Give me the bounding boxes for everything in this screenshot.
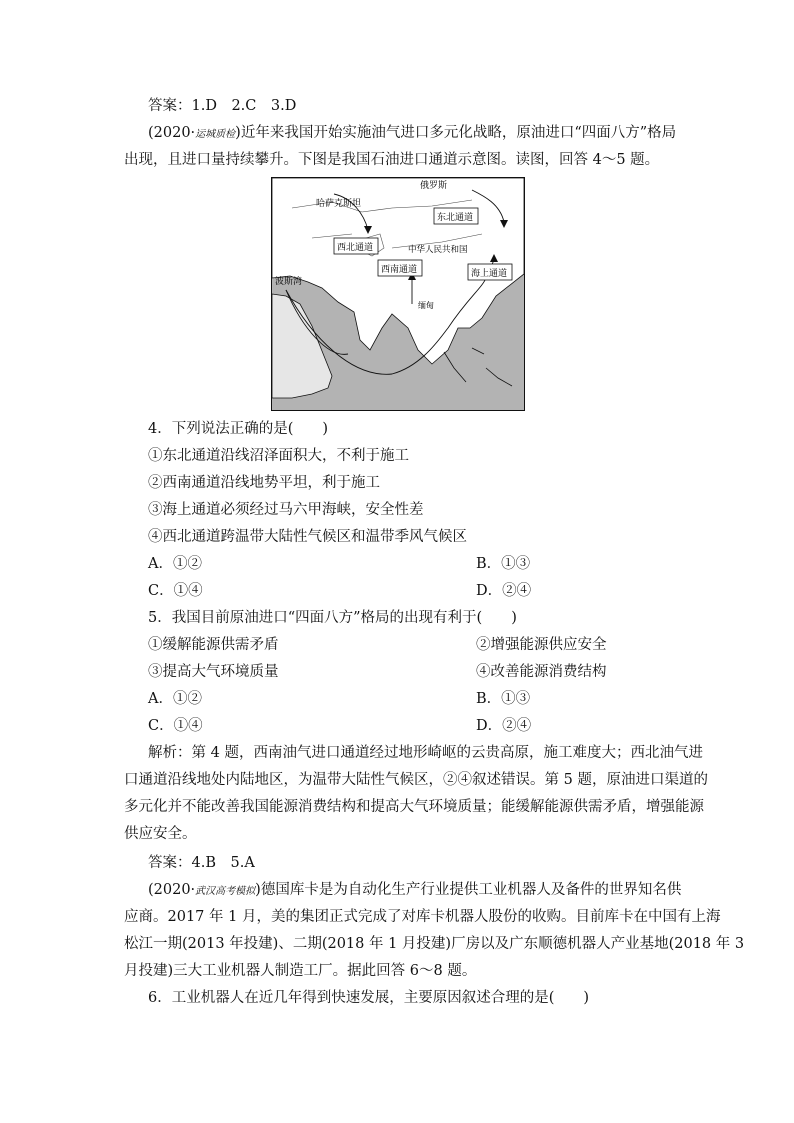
q4-choice-a: A．①② xyxy=(148,556,202,572)
q6-intro-line-1 xyxy=(148,880,681,902)
q6-intro-line-4: 月投建)三大工业机器人制造工厂。据此回答 6～8 题。 xyxy=(124,963,477,979)
analysis-line-1: 解析：第 4 题，西南油气进口通道经过地形崎岖的云贵高原，施工难度大；西北油气进 xyxy=(148,745,703,761)
q4-choice-d: D．②④ xyxy=(476,583,532,599)
q6-intro-line-2: 应商。2017 年 1 月，美的集团正式完成了对库卡机器人股份的收购。目前库卡在中国有上海 xyxy=(124,909,721,925)
q6-intro-line-3: 松江一期(2013 年投建)、二期(2018 年 1 月投建)厂房以及广东顺德机器人产业基地(2018 年 3 xyxy=(124,936,745,952)
q5-opt-2: ②增强能源供应安全 xyxy=(476,637,607,653)
label-gulf: 波斯湾 xyxy=(275,277,303,287)
q5-opt-4: ④改善能源消费结构 xyxy=(476,664,607,680)
q4-opt-2: ②西南通道沿线地势平坦，利于施工 xyxy=(148,475,380,491)
analysis-line-2: 口通道沿线地处内陆地区，为温带大陆性气候区，②④叙述错误。第 5 题，原油进口渠道的 xyxy=(124,772,708,788)
q5-opt-1: ①缓解能源供需矛盾 xyxy=(148,637,279,653)
map-figure xyxy=(272,178,524,410)
q5-choice-d: D．②④ xyxy=(476,718,532,734)
source-label-2: 武汉高考模拟 xyxy=(195,886,256,897)
q6-stem: 6．工业机器人在近几年得到快速发展，主要原因叙述合理的是( ) xyxy=(148,990,590,1006)
source-close: ) xyxy=(235,125,241,141)
q4-opt-4: ④西北通道跨温带大陆性气候区和温带季风气候区 xyxy=(148,529,467,545)
q4-opt-3: ③海上通道必须经过马六甲海峡，安全性差 xyxy=(148,502,424,518)
intro-text: 近年来我国开始实施油气进口多元化战略，原油进口“四面八方”格局 xyxy=(240,125,677,141)
question-intro-line-2: 出现，且进口量持续攀升。下图是我国石油进口通道示意图。读图，回答 4～5 题。 xyxy=(124,152,660,168)
q4-stem: 4．下列说法正确的是( ) xyxy=(148,421,329,437)
source-label: 运城质检 xyxy=(195,129,236,140)
answer-line-2: 答案：4.B 5.A xyxy=(148,855,255,871)
q5-choice-b: B．①③ xyxy=(476,691,531,707)
q4-choice-b: B．①③ xyxy=(476,556,531,572)
label-northeast: 东北通道 xyxy=(437,213,474,223)
q5-choice-a: A．①② xyxy=(148,691,202,707)
analysis-line-3: 多元化并不能改善我国能源消费结构和提高大气环境质量；能缓解能源供需矛盾，增强能源 xyxy=(124,799,704,815)
oil-import-map xyxy=(271,177,525,411)
label-northwest: 西北通道 xyxy=(337,243,374,253)
source-close-2: ) xyxy=(255,882,261,898)
q6-intro-text: 德国库卡是为自动化生产行业提供工业机器人及备件的世界知名供 xyxy=(260,882,682,898)
answer-line-1: 答案：1.D 2.C 3.D xyxy=(148,98,297,114)
label-russia: 俄罗斯 xyxy=(420,181,448,191)
label-china: 中华人民共和国 xyxy=(408,245,468,255)
label-myanmar: 缅甸 xyxy=(418,301,434,310)
source-open-2: (2020· xyxy=(148,882,196,898)
q5-choice-c: C．①④ xyxy=(148,718,203,734)
q5-opt-3: ③提高大气环境质量 xyxy=(148,664,279,680)
label-southwest: 西南通道 xyxy=(381,265,418,275)
analysis-line-4: 供应安全。 xyxy=(124,826,197,842)
q5-stem: 5．我国目前原油进口“四面八方”格局的出现有利于( ) xyxy=(148,610,517,626)
question-intro-line-1 xyxy=(148,123,676,145)
q4-choice-c: C．①④ xyxy=(148,583,203,599)
q4-opt-1: ①东北通道沿线沼泽面积大，不利于施工 xyxy=(148,448,409,464)
label-kazakhstan: 哈萨克斯坦 xyxy=(316,199,362,209)
label-sea: 海上通道 xyxy=(471,269,508,279)
source-open: (2020· xyxy=(148,125,196,141)
